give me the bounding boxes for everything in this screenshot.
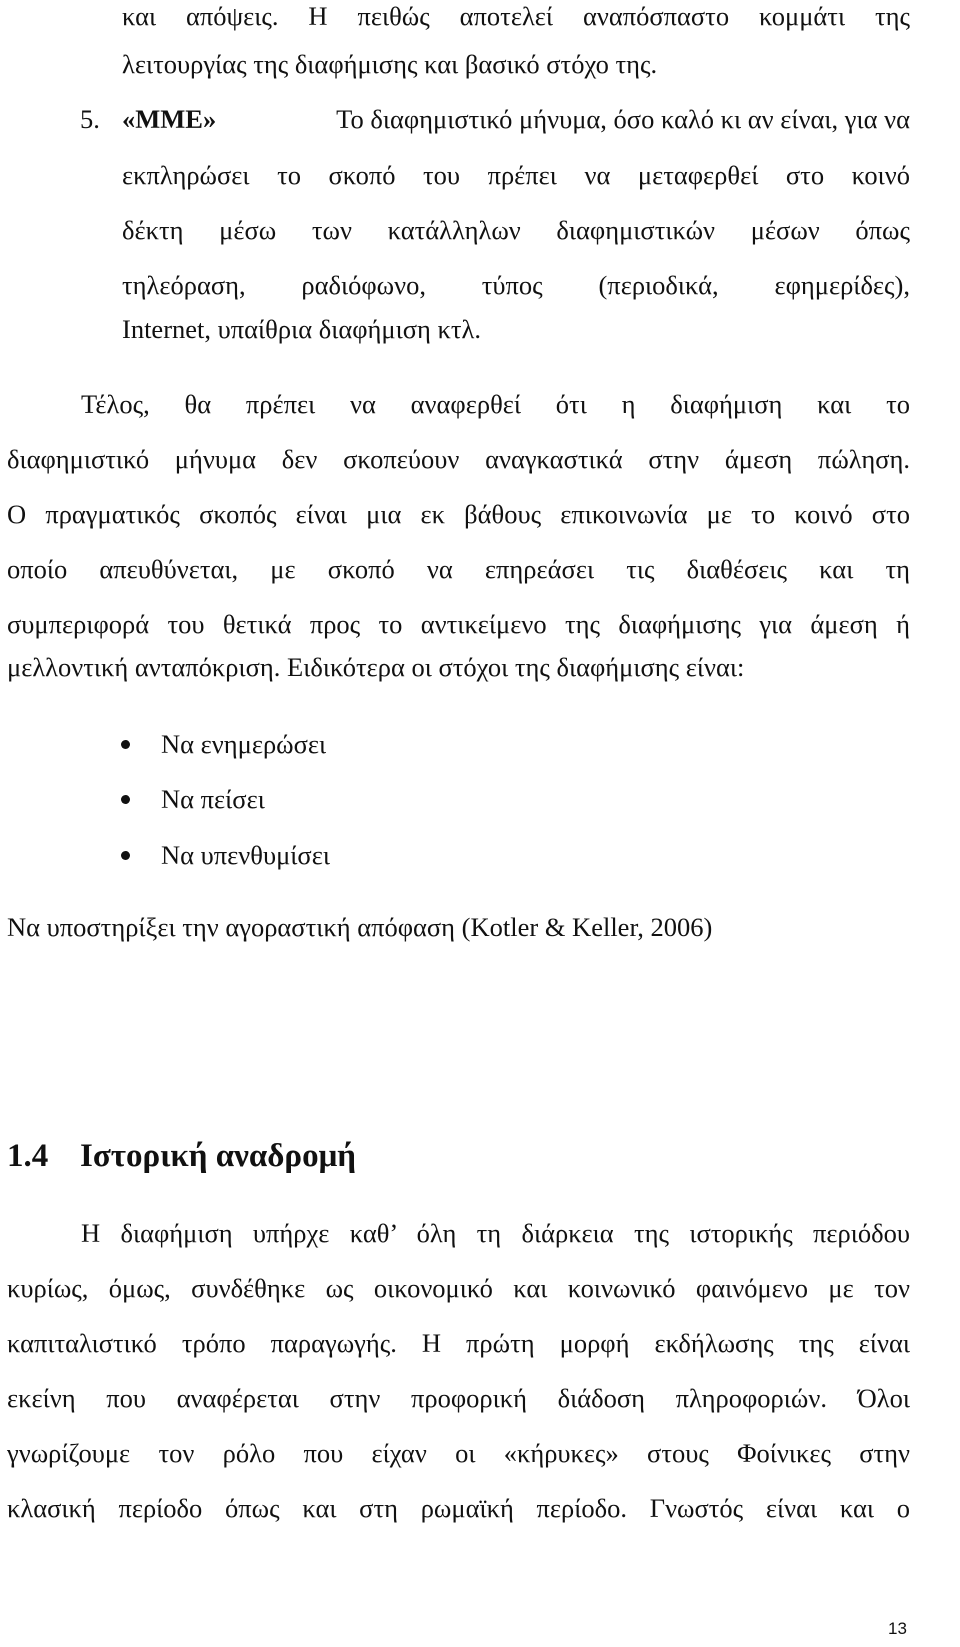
text-line: κλασική περίοδο όπως και στη ρωμαϊκή περίοδο. Γνωστός είναι και ο: [7, 1493, 910, 1523]
text-line: γνωρίζουμε τον ρόλο που είχαν οι «κήρυκες» στους Φοίνικες στην: [7, 1438, 910, 1468]
text-line: εκείνη που αναφέρεται στην προφορική διάδοση πληροφοριών. Όλοι: [7, 1383, 910, 1413]
list-item: Να υπενθυμίσει: [161, 840, 330, 870]
section-title: Ιστορική αναδρομή: [80, 1138, 357, 1174]
text-line: εκπληρώσει το σκοπό του πρέπει να μεταφερθεί στο κοινό: [122, 160, 910, 190]
term-mme: «ΜΜΕ»: [122, 104, 217, 134]
text-line: κυρίως, όμως, συνδέθηκε ως οικονομικό και κοινωνικό φαινόμενο με τον: [7, 1273, 910, 1303]
text-line: λειτουργίας της διαφήμισης και βασικό στόχο της.: [122, 49, 658, 79]
list-number: 5.: [80, 104, 100, 134]
page-number: 13: [888, 1619, 907, 1638]
text-line: Ο πραγματικός σκοπός είναι μια εκ βάθους επικοινωνία με το κοινό στο: [7, 499, 910, 529]
text-span: Το διαφημιστικό μήνυμα, όσο καλό κι αν είναι, για να: [336, 104, 910, 134]
text-line: τηλεόραση, ραδιόφωνο, τύπος (περιοδικά, εφημερίδες),: [122, 270, 910, 300]
text-line: συμπεριφορά του θετικά προς το αντικείμενο της διαφήμισης για άμεση ή: [7, 609, 910, 639]
text-line: καπιταλιστικό τρόπο παραγωγής. Η πρώτη μορφή εκδήλωσης της είναι: [7, 1328, 910, 1358]
list-item-5-line-1: [122, 103, 910, 135]
bullet-icon: [121, 740, 130, 749]
list-item: Να πείσει: [161, 784, 265, 814]
section-number: 1.4: [7, 1138, 49, 1174]
bullet-icon: [121, 851, 130, 860]
text-line: διαφημιστικό μήνυμα δεν σκοπεύουν αναγκαστικά στην άμεση πώληση.: [7, 444, 910, 474]
text-line: Η διαφήμιση υπήρχε καθ’ όλη τη διάρκεια της ιστορικής περιόδου: [81, 1218, 910, 1248]
text-line: Να υποστηρίξει την αγοραστική απόφαση (Kotler & Keller, 2006): [7, 912, 713, 942]
text-line: Internet, υπαίθρια διαφήμιση κτλ.: [122, 314, 481, 344]
list-item: Να ενημερώσει: [161, 729, 327, 759]
text-line: Τέλος, θα πρέπει να αναφερθεί ότι η διαφήμιση και το: [81, 389, 910, 419]
text-line: οποίο απευθύνεται, με σκοπό να επηρεάσει τις διαθέσεις και τη: [7, 554, 910, 584]
text-line: μελλοντική ανταπόκριση. Ειδικότερα οι στόχοι της διαφήμισης είναι:: [7, 652, 745, 682]
text-line: δέκτη μέσω των κατάλληλων διαφημιστικών μέσων όπως: [122, 215, 910, 245]
bullet-icon: [121, 795, 130, 804]
text-line: και απόψεις. Η πειθώς αποτελεί αναπόσπαστο κομμάτι της: [122, 1, 910, 31]
